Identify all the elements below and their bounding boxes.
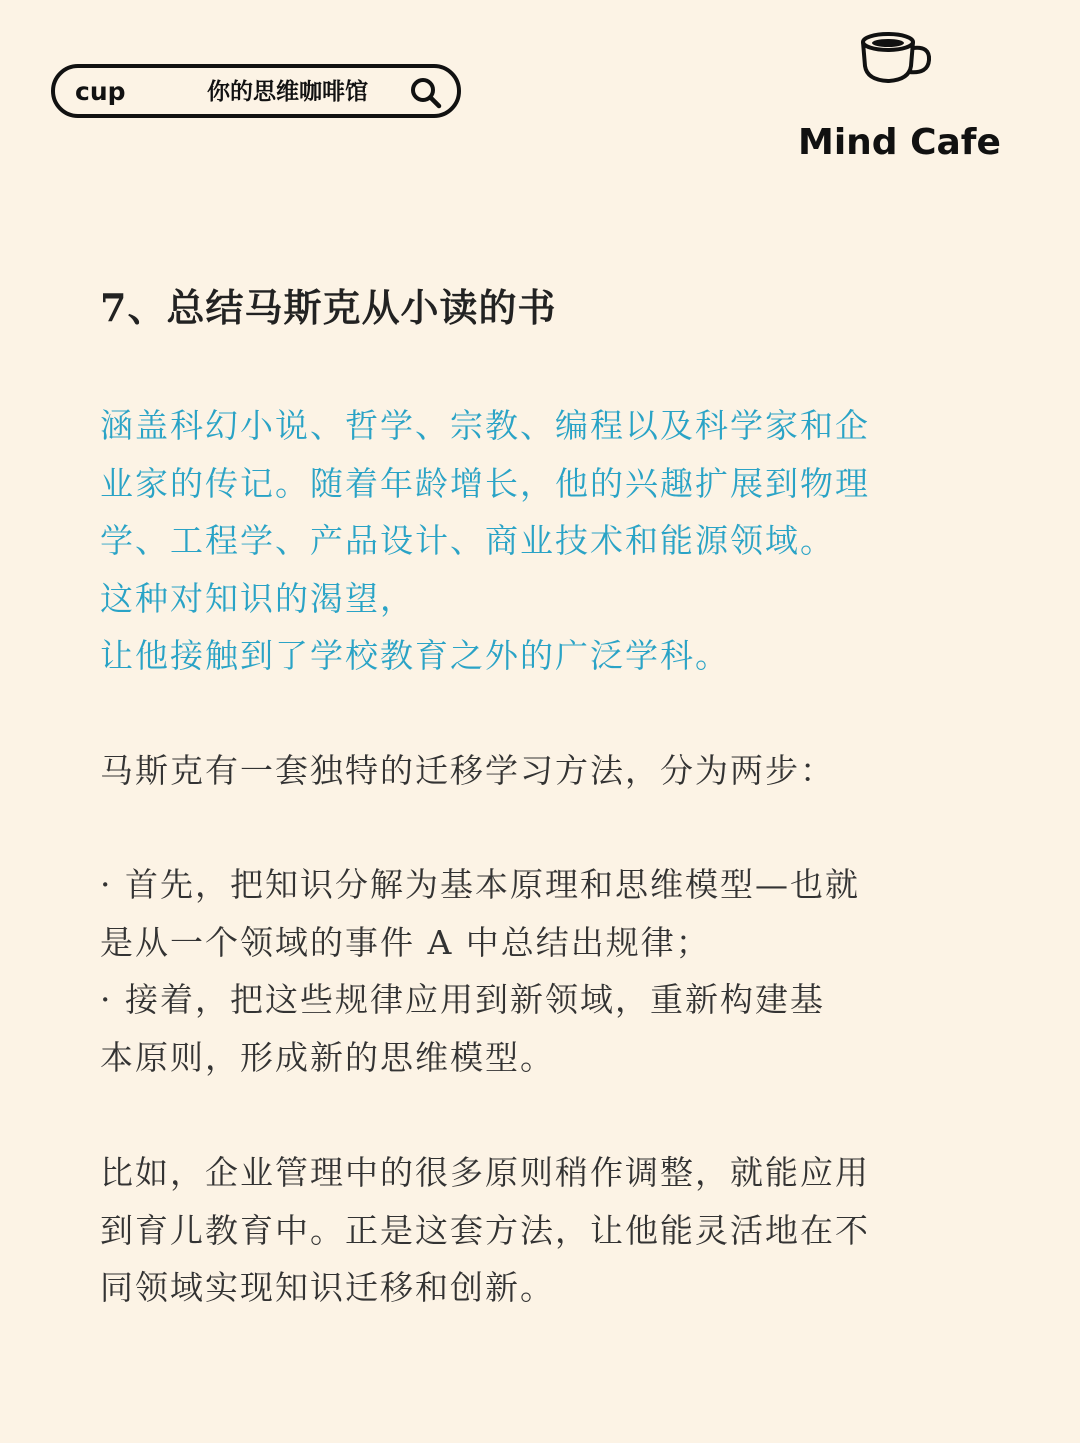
- highlight-line: 学、工程学、产品设计、商业技术和能源领域。: [100, 521, 835, 560]
- step-line: 是从一个领域的事件 A 中总结出规律；: [100, 922, 711, 962]
- coffee-cup-icon: [858, 28, 936, 88]
- highlight-line: 涵盖科幻小说、哲学、宗教、编程以及科学家和企: [100, 406, 870, 445]
- steps-list: [100, 856, 982, 1086]
- highlight-line: 业家的传记。随着年龄增长，他的兴趣扩展到物理: [100, 463, 870, 503]
- step-line: · 首先，把知识分解为基本原理和思维模型—也就: [100, 865, 860, 904]
- intro-line: 马斯克有一套独特的迁移学习方法，分为两步：: [100, 751, 835, 790]
- step-line: 本原则，形成新的思维模型。: [100, 1037, 555, 1077]
- section-title: 7、总结马斯克从小读的书: [100, 285, 557, 330]
- example-line: 比如，企业管理中的很多原则稍作调整，就能应用: [100, 1153, 870, 1192]
- search-bar[interactable]: [51, 64, 461, 118]
- search-icon[interactable]: [409, 76, 443, 110]
- example-line: 到育儿教育中。正是这套方法，让他能灵活地在不: [100, 1210, 870, 1250]
- step-line: · 接着，把这些规律应用到新领域，重新构建基: [100, 980, 825, 1019]
- search-bar-slogan: 你的思维咖啡馆: [207, 79, 368, 105]
- intro-paragraph: [100, 742, 982, 800]
- brand-name: Mind Cafe: [798, 122, 1001, 163]
- highlight-line: 这种对知识的渴望，: [100, 578, 415, 618]
- highlight-paragraph: [100, 397, 982, 685]
- example-line: 同领域实现知识迁移和创新。: [100, 1268, 555, 1307]
- search-bar-prefix: cup: [75, 77, 126, 106]
- highlight-line: 让他接触到了学校教育之外的广泛学科。: [100, 636, 730, 675]
- example-paragraph: [100, 1144, 982, 1317]
